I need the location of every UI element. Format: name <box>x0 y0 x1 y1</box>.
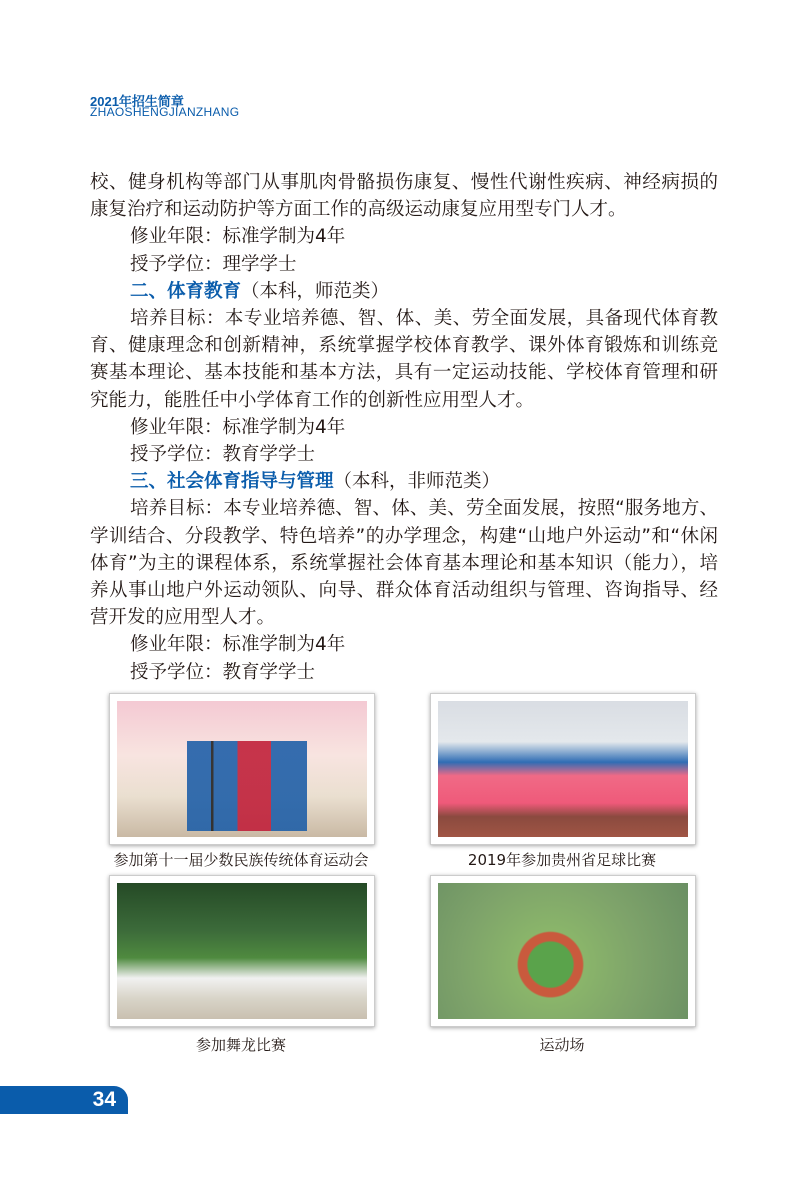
paragraph: 培养目标：本专业培养德、智、体、美、劳全面发展，按照“服务地方、学训结合、分段教学、特色培养”的办学理念，构建“山地户外运动”和“休闲体育”为主的课程体系，系统掌握社会体育基本理论和基本知识（能力），培养从事山地户外运动领队、向导、群众体育活动组织与管理、咨询指导、经营开发的应用型人才。 <box>90 498 718 629</box>
page-number: 34 <box>92 1088 116 1111</box>
page-number-tab <box>0 1086 128 1114</box>
paragraph: 授予学位：教育学学士 <box>130 661 316 683</box>
header-title: 2021年招生简章 <box>90 94 184 109</box>
paragraph: 校、健身机构等部门从事肌肉骨骼损伤康复、慢性代谢性疾病、神经病损的康复治疗和运动防护等方面工作的高级运动康复应用型专门人才。 <box>90 172 718 221</box>
header-subtitle: ZHAOSHENGJIANZHANG <box>90 105 240 119</box>
heading-text: 三、社会体育指导与管理 <box>130 471 334 493</box>
photo-football-team <box>430 693 696 845</box>
paragraph: 授予学位：教育学学士 <box>130 444 316 466</box>
photo-caption: 运动场 <box>539 1036 585 1054</box>
section-heading <box>90 278 718 305</box>
paragraph: 授予学位：理学学士 <box>130 253 297 275</box>
paragraph: 修业年限：标准学制为4年 <box>130 226 346 248</box>
paragraph: 培养目标：本专业培养德、智、体、美、劳全面发展，具备现代体育教育、健康理念和创新精神，系统掌握学校体育教学、课外体育锻炼和训练竞赛基本理论、基本技能和基本方法，具有一定运动技能、学校体育管理和研究能力，能胜任中小学体育工作的创新性应用型人才。 <box>90 308 718 411</box>
photo-ethnic-games <box>109 693 375 845</box>
paragraph: 修业年限：标准学制为4年 <box>130 634 346 656</box>
heading-note: （本科，非师范类） <box>333 471 501 493</box>
photo-stadium <box>430 875 696 1027</box>
photo-caption: 2019年参加贵州省足球比赛 <box>467 851 657 869</box>
photo-caption: 参加第十一届少数民族传统体育运动会 <box>113 851 369 869</box>
heading-note: （本科，师范类） <box>241 280 390 302</box>
heading-text: 二、体育教育 <box>130 280 242 302</box>
paragraph: 修业年限：标准学制为4年 <box>130 416 346 438</box>
photo-caption: 参加舞龙比赛 <box>195 1036 286 1054</box>
body-text <box>90 169 718 686</box>
photo-dragon-dance <box>109 875 375 1027</box>
section-heading <box>90 468 718 495</box>
